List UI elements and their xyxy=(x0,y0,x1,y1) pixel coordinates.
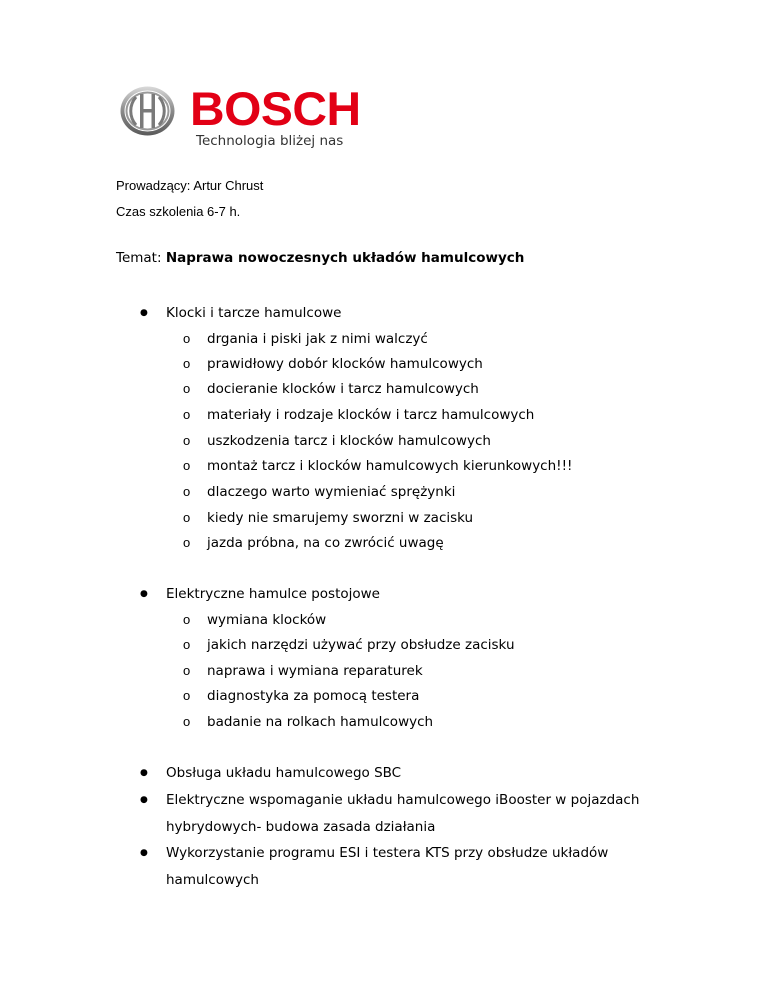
item-text-continued: hybrydowych- budowa zasada działania xyxy=(166,819,436,835)
sub-bullet-icon: o xyxy=(183,331,191,346)
sub-bullet-icon: o xyxy=(183,458,191,473)
item-text-continued: hamulcowych xyxy=(166,872,259,888)
sub-bullet-icon: o xyxy=(183,612,191,627)
sub-bullet-icon: o xyxy=(183,407,191,422)
bosch-armature-icon xyxy=(119,85,176,137)
item-text: Wykorzystanie programu ESI i testera KTS przy obsłudze układów xyxy=(166,845,609,861)
sub-item-text: kiedy nie smarujemy sworzni w zacisku xyxy=(207,510,474,526)
duration-line: Czas szkolenia 6-7 h. xyxy=(116,204,241,219)
topic-label: Temat: xyxy=(116,250,162,266)
logo-tagline: Technologia bliżej nas xyxy=(196,133,344,149)
bullet-icon: ● xyxy=(140,308,148,318)
section-title: Klocki i tarcze hamulcowe xyxy=(166,305,342,321)
sub-item-text: uszkodzenia tarcz i klocków hamulcowych xyxy=(207,433,491,449)
topic-title: Naprawa nowoczesnych układów hamulcowych xyxy=(165,250,525,266)
sub-bullet-icon: o xyxy=(183,535,191,550)
sub-item-text: docieranie klocków i tarcz hamulcowych xyxy=(207,381,479,397)
sub-item-text: naprawa i wymiana reparaturek xyxy=(207,663,423,679)
trainer-line: Prowadzący: Artur Chrust xyxy=(116,178,264,193)
bullet-icon: ● xyxy=(140,795,148,805)
sub-item-text: jakich narzędzi używać przy obsłudze zacisku xyxy=(207,637,515,653)
bosch-wordmark: BOSCH xyxy=(190,82,361,135)
sub-item-text: dlaczego warto wymieniać sprężynki xyxy=(207,484,456,500)
sub-item-text: badanie na rolkach hamulcowych xyxy=(207,714,434,730)
bosch-logo xyxy=(119,82,369,155)
sub-bullet-icon: o xyxy=(183,714,191,729)
bullet-icon: ● xyxy=(140,848,148,858)
item-text: Obsługa układu hamulcowego SBC xyxy=(166,765,402,781)
sub-bullet-icon: o xyxy=(183,381,191,396)
sub-bullet-icon: o xyxy=(183,484,191,499)
bullet-icon: ● xyxy=(140,589,148,599)
bullet-icon: ● xyxy=(140,768,148,778)
item-text: Elektryczne wspomaganie układu hamulcowego iBooster w pojazdach xyxy=(166,792,640,808)
sub-item-text: jazda próbna, na co zwrócić uwagę xyxy=(207,535,444,551)
sub-bullet-icon: o xyxy=(183,433,191,448)
section-title: Elektryczne hamulce postojowe xyxy=(166,586,380,602)
sub-item-text: materiały i rodzaje klocków i tarcz hamulcowych xyxy=(207,407,535,423)
sub-bullet-icon: o xyxy=(183,663,191,678)
sub-bullet-icon: o xyxy=(183,510,191,525)
sub-item-text: montaż tarcz i klocków hamulcowych kierunkowych!!! xyxy=(207,458,573,474)
topic-line xyxy=(116,249,524,267)
sub-bullet-icon: o xyxy=(183,688,191,703)
sub-item-text: wymiana klocków xyxy=(207,612,327,628)
sub-bullet-icon: o xyxy=(183,637,191,652)
sub-item-text: prawidłowy dobór klocków hamulcowych xyxy=(207,356,483,372)
sub-item-text: drgania i piski jak z nimi walczyć xyxy=(207,331,428,347)
sub-item-text: diagnostyka za pomocą testera xyxy=(207,688,420,704)
sub-bullet-icon: o xyxy=(183,356,191,371)
